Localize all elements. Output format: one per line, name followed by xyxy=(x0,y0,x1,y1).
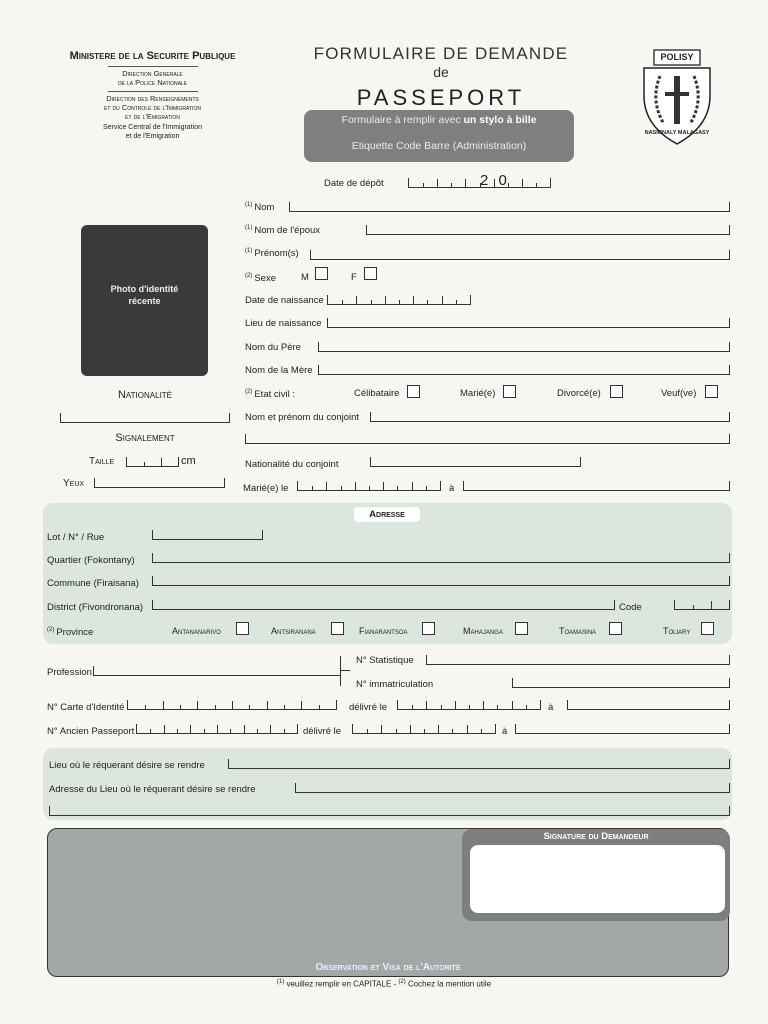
province-label xyxy=(47,627,93,638)
comb-tick xyxy=(427,300,428,304)
footnote-mark-2: (2) xyxy=(398,979,406,985)
nom-epoux-field[interactable] xyxy=(366,225,730,235)
comb-tick xyxy=(342,300,343,304)
sexe-label xyxy=(245,273,276,284)
comb-tick xyxy=(413,296,414,304)
footnote-text-2: Cochez la mention utile xyxy=(407,979,492,989)
emblem-top-text: POLISY xyxy=(660,52,694,62)
statistique-field[interactable] xyxy=(426,655,730,665)
comb-tick xyxy=(301,701,302,709)
nom-epoux-label-text: Nom de l'époux xyxy=(254,225,321,237)
province-toliary-checkbox[interactable] xyxy=(701,622,714,635)
comb-tick xyxy=(465,179,466,187)
footnote-mark: (2) xyxy=(245,273,253,279)
comb-tick xyxy=(164,725,165,733)
comb-tick xyxy=(483,701,484,709)
comb-tick xyxy=(217,725,218,733)
comb-tick xyxy=(410,725,411,733)
date-depot-label: Date de dépôt xyxy=(324,178,384,189)
comb-tick xyxy=(424,729,425,733)
province-mahajanga-label: Mahajanga xyxy=(463,626,503,636)
ancien-a-label: à xyxy=(502,726,508,737)
comb-tick xyxy=(385,296,386,304)
quartier-field[interactable] xyxy=(152,553,730,563)
ancien-delivre-label: délivré le xyxy=(303,726,342,737)
province-antsiranana-label: Antsiranana xyxy=(271,626,316,636)
comb-tick xyxy=(442,296,443,304)
lieu-label: Lieu où le réquerant désire se rendre xyxy=(49,760,205,771)
direction-line2: de la Police Nationale xyxy=(117,78,188,87)
comb-tick xyxy=(536,183,537,187)
comb-tick xyxy=(144,462,145,466)
comb-tick xyxy=(161,458,162,466)
pen-instruction-text: Formulaire à remplir avec xyxy=(341,114,461,126)
comb-tick xyxy=(150,729,151,733)
date-naissance-field[interactable] xyxy=(327,295,471,305)
province-label-text: Province xyxy=(56,627,94,639)
celibataire-label: Célibataire xyxy=(354,388,400,399)
sexe-f-label: F xyxy=(351,272,357,283)
comb-tick xyxy=(232,701,233,709)
footnote xyxy=(0,979,768,989)
marie-a-label: à xyxy=(449,483,455,494)
comb-tick xyxy=(257,729,258,733)
divorce-checkbox[interactable] xyxy=(610,385,623,398)
yeux-field[interactable] xyxy=(94,478,225,488)
dir-ren-line3: et de l'Emigration xyxy=(125,112,180,121)
carte-delivre-label: délivré le xyxy=(349,702,388,713)
nationalite-field[interactable] xyxy=(60,413,230,423)
comb-tick xyxy=(249,705,250,709)
province-toliary-label: Toliary xyxy=(663,626,691,636)
ancien-label: N° Ancien Passeport xyxy=(47,726,135,737)
ancien-field[interactable] xyxy=(136,724,298,734)
commune-field[interactable] xyxy=(152,576,730,586)
barcode-label: Etiquette Code Barre (Administration) xyxy=(351,140,527,152)
dir-ren-line1: Direction des Renseignements xyxy=(106,94,199,103)
date-naissance-label: Date de naissance xyxy=(245,295,324,306)
marie-checkbox[interactable] xyxy=(503,385,516,398)
footnote-mark-1: (1) xyxy=(276,979,285,985)
service-line2: et de l'Emigration xyxy=(125,133,180,140)
comb-tick xyxy=(355,482,356,490)
comb-tick xyxy=(163,701,164,709)
province-antananarivo-checkbox[interactable] xyxy=(236,622,249,635)
footnote-mark: (2) xyxy=(245,389,253,395)
comb-tick xyxy=(438,725,439,733)
comb-tick xyxy=(367,729,368,733)
signature-title: Signature du Demandeur xyxy=(543,831,649,842)
comb-tick xyxy=(371,300,372,304)
marie-le-field[interactable] xyxy=(297,481,441,491)
comb-tick xyxy=(437,179,438,187)
province-toamasina-checkbox[interactable] xyxy=(609,622,622,635)
photo-placeholder[interactable] xyxy=(81,225,208,376)
form-title-line2: de xyxy=(433,64,449,80)
nat-conjoint-field[interactable] xyxy=(370,457,581,467)
dir-ren-line2: et du Controle de l'Immigration xyxy=(104,103,201,112)
sexe-m-checkbox[interactable] xyxy=(315,267,328,280)
comb-tick xyxy=(284,729,285,733)
profession-label: Profession xyxy=(47,667,92,678)
comb-tick xyxy=(244,725,245,733)
conjoint-field-line2[interactable] xyxy=(245,434,730,444)
sexe-m-label: M xyxy=(301,272,309,283)
instruction-box xyxy=(304,110,574,162)
comb-tick xyxy=(319,705,320,709)
comb-tick xyxy=(412,482,413,490)
comb-tick xyxy=(270,725,271,733)
statistique-label: N° Statistique xyxy=(356,655,414,666)
code-label: Code xyxy=(619,602,642,613)
comb-tick xyxy=(512,701,513,709)
pen-instruction-bold: un stylo à bille xyxy=(463,114,537,126)
comb-tick xyxy=(326,482,327,490)
carte-label: N° Carte d'Identité xyxy=(47,702,125,713)
comb-tick xyxy=(469,705,470,709)
ministry-header xyxy=(40,50,265,141)
comb-tick xyxy=(522,179,523,187)
lieu-naissance-field[interactable] xyxy=(327,318,730,328)
province-fianarantsoa-label: Fianarantsoa xyxy=(359,626,408,636)
comb-tick xyxy=(215,705,216,709)
comb-tick xyxy=(412,705,413,709)
ancien-lieu-field[interactable] xyxy=(515,724,730,734)
photo-label-line2: récente xyxy=(128,296,161,306)
footnote-mark: (2) xyxy=(47,627,55,633)
nom-mere-field[interactable] xyxy=(318,365,730,375)
police-emblem xyxy=(632,46,722,146)
province-toamasina-label: Toamasina xyxy=(559,626,597,636)
lieu-naissance-label: Lieu de naissance xyxy=(245,318,322,329)
form-title-line1: FORMULAIRE DE DEMANDE xyxy=(313,44,569,63)
comb-tick xyxy=(312,486,313,490)
nom-label-text: Nom xyxy=(254,202,275,214)
province-antananarivo-label: Antananarivo xyxy=(172,626,221,636)
comb-tick xyxy=(426,486,427,490)
adresse-title: Adresse xyxy=(354,507,420,522)
yeux-label: Yeux xyxy=(63,478,85,489)
district-label: District (Fivondronana) xyxy=(47,602,144,613)
comb-tick xyxy=(467,725,468,733)
comb-tick xyxy=(426,701,427,709)
comb-tick xyxy=(267,701,268,709)
adresse-lieu-label: Adresse du Lieu où le réquerant désire se rendre xyxy=(49,784,256,795)
sexe-f-checkbox[interactable] xyxy=(364,267,377,280)
comb-tick xyxy=(455,701,456,709)
signalement-label: Signalement xyxy=(115,432,175,444)
comb-tick xyxy=(381,725,382,733)
divider xyxy=(108,91,198,92)
comb-tick xyxy=(383,482,384,490)
lieu-field[interactable] xyxy=(228,759,730,769)
lot-field[interactable] xyxy=(152,530,263,540)
code-field[interactable] xyxy=(674,600,730,610)
comb-tick xyxy=(284,705,285,709)
etat-civil-label xyxy=(245,389,295,400)
footnote-mark: (1) xyxy=(245,202,253,208)
footnote-mark: (1) xyxy=(245,225,253,231)
pen-instruction xyxy=(304,114,574,126)
comb-tick xyxy=(497,705,498,709)
province-antsiranana-checkbox[interactable] xyxy=(331,622,344,635)
comb-tick xyxy=(526,705,527,709)
conjoint-field[interactable] xyxy=(370,412,730,422)
ancien-delivre-field[interactable] xyxy=(352,724,496,734)
nom-field[interactable] xyxy=(289,202,730,212)
comb-tick xyxy=(481,729,482,733)
etat-civil-label-text: Etat civil : xyxy=(254,389,295,401)
profession-bracket xyxy=(340,656,350,686)
comb-tick xyxy=(451,183,452,187)
conjoint-label: Nom et prénom du conjoint xyxy=(245,412,360,423)
divider xyxy=(108,66,198,67)
commune-label: Commune (Firaisana) xyxy=(47,578,139,589)
signature-field[interactable] xyxy=(470,845,725,913)
taille-label: Taille xyxy=(89,456,115,467)
adresse-panel xyxy=(43,503,732,644)
photo-label-line1: Photo d'identité xyxy=(110,284,179,294)
adresse-lieu-field-line2[interactable] xyxy=(49,806,730,816)
direction-line1: Direction Generale xyxy=(122,69,183,78)
comb-tick xyxy=(177,729,178,733)
quartier-label: Quartier (Fokontany) xyxy=(47,555,135,566)
ministry-name: Ministere de la Securite Publique xyxy=(69,50,236,62)
emblem-bottom-text: NASIONALY MALAGASY xyxy=(644,130,710,136)
comb-tick xyxy=(397,486,398,490)
province-mahajanga-checkbox[interactable] xyxy=(515,622,528,635)
nom-mere-label: Nom de la Mère xyxy=(245,365,313,376)
nat-conjoint-label: Nationalité du conjoint xyxy=(245,459,339,470)
date-prefill: 2 0 xyxy=(480,172,510,189)
nom-pere-field[interactable] xyxy=(318,342,730,352)
carte-a-label: à xyxy=(548,702,554,713)
province-fianarantsoa-checkbox[interactable] xyxy=(422,622,435,635)
comb-tick xyxy=(230,729,231,733)
comb-tick xyxy=(452,729,453,733)
immatriculation-label: N° immatriculation xyxy=(356,679,434,690)
cm-unit: cm xyxy=(181,455,196,467)
comb-tick xyxy=(456,300,457,304)
adresse-lieu-field[interactable] xyxy=(295,783,730,793)
nom-label xyxy=(245,202,274,213)
sexe-label-text: Sexe xyxy=(254,273,276,285)
prenoms-label-text: Prénom(s) xyxy=(254,248,299,260)
veuf-checkbox[interactable] xyxy=(705,385,718,398)
marie-le-label: Marié(e) le xyxy=(243,483,289,494)
comb-tick xyxy=(399,300,400,304)
footnote-text-1: veuillez remplir en CAPITALE - xyxy=(286,979,397,989)
comb-tick xyxy=(190,725,191,733)
marie-label: Marié(e) xyxy=(460,388,496,399)
comb-tick xyxy=(423,183,424,187)
comb-tick xyxy=(180,705,181,709)
comb-tick xyxy=(396,729,397,733)
nom-epoux-label xyxy=(245,225,320,236)
comb-tick xyxy=(145,705,146,709)
profession-bracket-mid xyxy=(340,670,350,671)
carte-field[interactable] xyxy=(127,700,337,710)
form-title-line3: PASSEPORT xyxy=(356,85,526,110)
comb-tick xyxy=(369,486,370,490)
comb-tick xyxy=(441,705,442,709)
observation-title: Observation et Visa de l'Autorité xyxy=(315,962,461,973)
marie-lieu-field[interactable] xyxy=(463,481,730,491)
divorce-label: Divorcé(e) xyxy=(557,388,601,399)
footnote-mark: (1) xyxy=(245,248,253,254)
carte-lieu-field[interactable] xyxy=(567,700,730,710)
district-field[interactable] xyxy=(152,600,615,610)
comb-tick xyxy=(341,486,342,490)
nationalite-label: Nationalité xyxy=(117,389,173,401)
taille-field[interactable] xyxy=(126,457,179,467)
lot-label: Lot / N° / Rue xyxy=(47,532,105,543)
nom-pere-label: Nom du Père xyxy=(245,342,301,353)
immatriculation-field[interactable] xyxy=(512,678,730,688)
prenoms-label xyxy=(245,248,299,259)
veuf-label: Veuf(ve) xyxy=(661,388,697,399)
profession-field[interactable] xyxy=(93,666,340,676)
comb-tick xyxy=(356,296,357,304)
comb-tick xyxy=(197,701,198,709)
celibataire-checkbox[interactable] xyxy=(407,385,420,398)
comb-tick xyxy=(693,605,694,609)
prenoms-field[interactable] xyxy=(310,250,730,260)
comb-tick xyxy=(204,729,205,733)
service-line1: Service Central de l'Immigration xyxy=(103,124,202,131)
comb-tick xyxy=(711,601,712,609)
carte-delivre-field[interactable] xyxy=(397,700,541,710)
